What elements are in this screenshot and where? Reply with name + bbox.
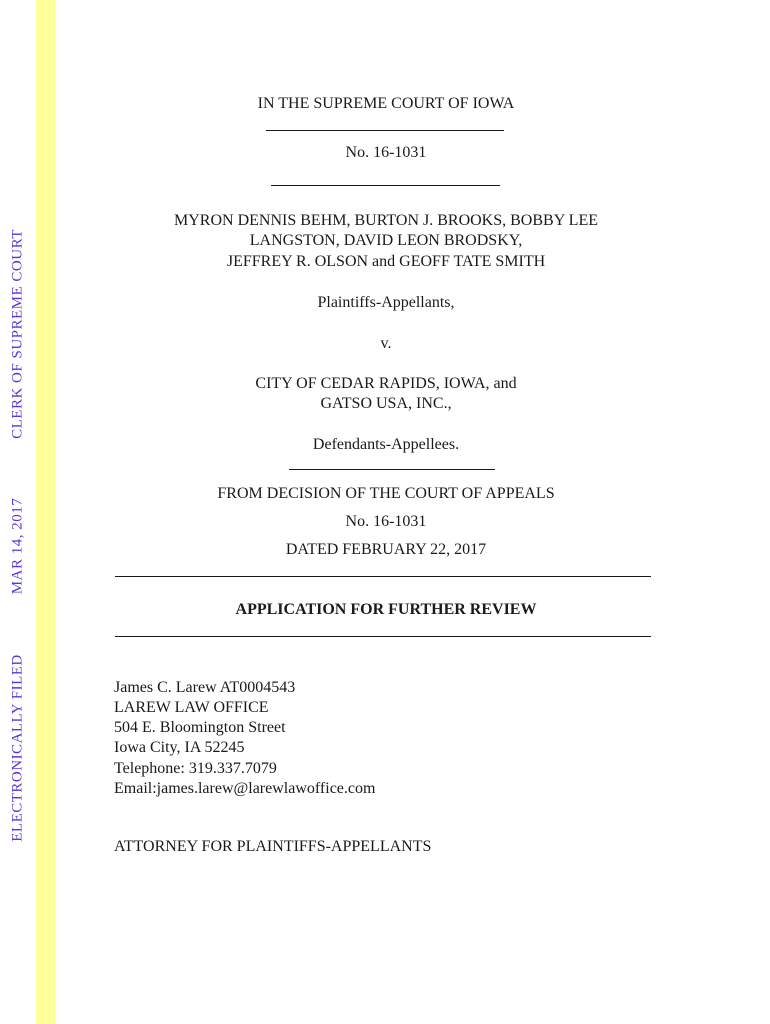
versus: v. xyxy=(380,335,392,352)
electronically-filed-label: ELECTRONICALLY FILED xyxy=(9,654,26,842)
attorney-email[interactable]: Email:james.larew@larewlawoffice.com xyxy=(114,780,376,797)
defendants-role: Defendants-Appellees. xyxy=(312,436,460,453)
plaintiffs-line-1: MYRON DENNIS BEHM, BURTON J. BROOKS, BOBBY LEE xyxy=(174,212,598,229)
defendants-line-1: CITY OF CEDAR RAPIDS, IOWA, and xyxy=(255,375,517,392)
plaintiffs-role: Plaintiffs-Appellants, xyxy=(317,294,455,311)
attorney-name: James C. Larew AT0004543 xyxy=(114,679,296,696)
divider xyxy=(266,130,504,131)
document-title: APPLICATION FOR FURTHER REVIEW xyxy=(235,601,537,618)
decision-date: DATED FEBRUARY 22, 2017 xyxy=(285,541,487,558)
attorney-office: LAREW LAW OFFICE xyxy=(114,699,269,716)
filed-date-label: MAR 14, 2017 xyxy=(9,497,26,595)
filing-stamp-stripe xyxy=(36,0,55,1024)
filing-stamp xyxy=(0,0,36,1024)
defendants-line-2: GATSO USA, INC., xyxy=(320,395,452,412)
from-decision: FROM DECISION OF THE COURT OF APPEALS xyxy=(217,485,555,502)
divider xyxy=(271,185,500,186)
plaintiffs-line-2: LANGSTON, DAVID LEON BRODSKY, xyxy=(249,232,523,249)
attorney-street: 504 E. Bloomington Street xyxy=(114,719,286,736)
case-number: No. 16-1031 xyxy=(345,144,427,161)
divider xyxy=(115,636,651,637)
divider xyxy=(115,576,651,577)
divider xyxy=(289,469,495,470)
court-heading: IN THE SUPREME COURT OF IOWA xyxy=(257,95,515,112)
plaintiffs-line-3: JEFFREY R. OLSON and GEOFF TATE SMITH xyxy=(226,253,546,270)
attorney-city: Iowa City, IA 52245 xyxy=(114,739,245,756)
attorney-role: ATTORNEY FOR PLAINTIFFS-APPELLANTS xyxy=(114,838,432,855)
clerk-label: CLERK OF SUPREME COURT xyxy=(9,229,26,439)
attorney-telephone: Telephone: 319.337.7079 xyxy=(114,760,277,777)
appeal-number: No. 16-1031 xyxy=(345,513,427,530)
